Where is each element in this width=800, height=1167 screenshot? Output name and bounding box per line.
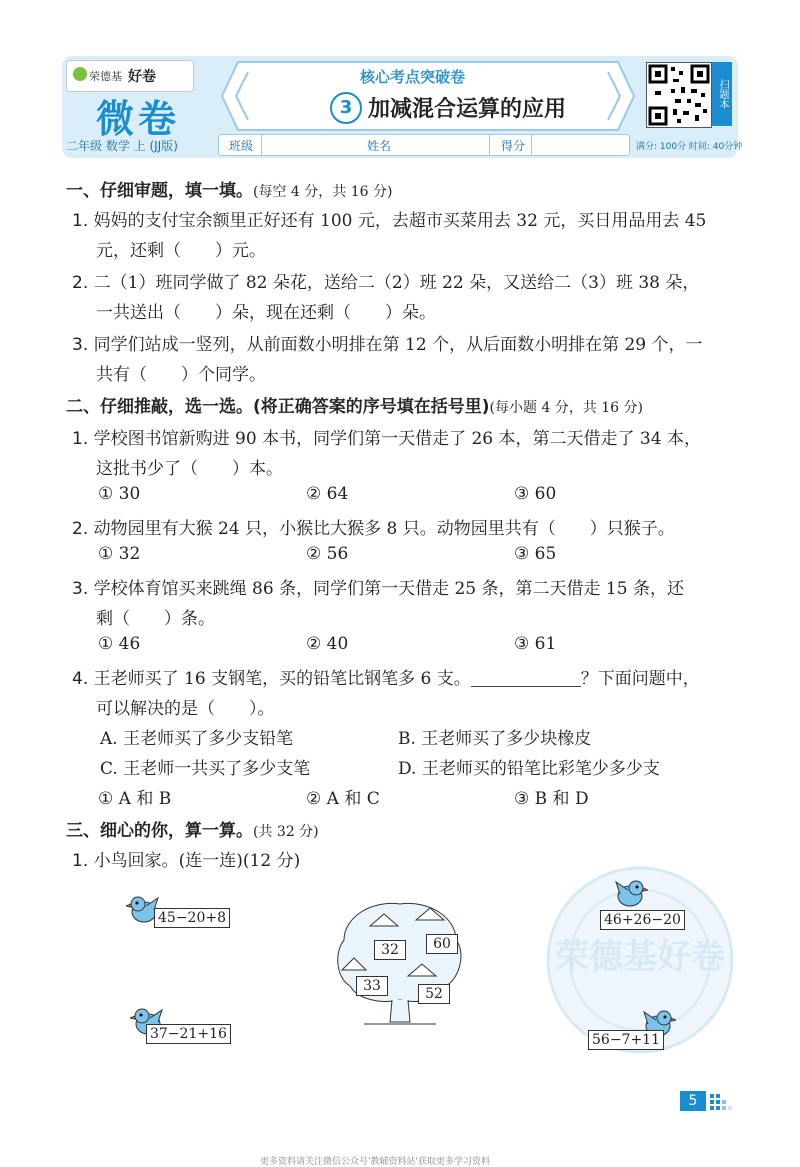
bird-expression-2[interactable]: 37−21+16 (146, 1024, 231, 1044)
section-1-title: 一、仔细审题，填一填。 (66, 181, 253, 201)
option-3: ③ 65 (514, 544, 557, 564)
qr-side-label: 扫题本 (712, 62, 732, 126)
name-label: 姓名 (367, 139, 392, 153)
question-s1-q3 (72, 330, 703, 355)
question-text: 学校体育馆买来跳绳 86 条，同学们第一天借走 25 条，第二天借走 15 条，还 (93, 579, 684, 599)
brand-name: 荣德基 (89, 70, 122, 83)
question-number: 1. (72, 851, 89, 871)
question-s2-q4 (72, 664, 700, 689)
brand-series: 好卷 (128, 69, 156, 85)
bird-expression-3[interactable]: 46+26−20 (600, 910, 685, 930)
section-1-heading (66, 176, 392, 201)
question-s2-q3-cont: 剩（ ）条。 (96, 609, 215, 629)
section-1-note: (每空 4 分，共 16 分) (253, 184, 393, 200)
watermark-text: 荣德基好卷 (555, 937, 725, 977)
question-number: 3. (72, 579, 89, 599)
birdhouse-3[interactable]: 33 (356, 976, 388, 996)
exam-subtitle: 核心考点突破卷 (360, 68, 466, 86)
section-3-note: (共 32 分) (253, 824, 319, 840)
question-text: 动物园里有大猴 24 只，小猴比大猴多 8 只。动物园里共有（ ）只猴子。 (93, 519, 675, 539)
footer-note: 更多资料请关注微信公众号'教辅资料站'获取更多学习资料 (260, 1157, 490, 1167)
section-2-heading (66, 392, 643, 417)
section-2-note: (每小题 4 分，共 16 分) (489, 400, 643, 416)
question-text: 妈妈的支付宝余额里正好还有 100 元，去超市买菜用去 32 元，买日用品用去 45 (93, 211, 707, 231)
bird-expression-4[interactable]: 56−7+11 (588, 1030, 664, 1050)
option-2: ② 64 (306, 484, 349, 504)
section-2-title: 二、仔细推敲，选一选。(将正确答案的序号填在括号里) (66, 397, 490, 417)
question-number: 1. (72, 429, 89, 449)
page-title: 加减混合运算的应用 (368, 97, 567, 122)
option-2: ② 40 (306, 634, 349, 654)
question-number: 4. (72, 669, 89, 689)
unit-number: 3 (330, 92, 362, 124)
class-label: 班级 (229, 139, 254, 153)
choice-c: C. 王老师一共买了多少支笔 (100, 759, 311, 779)
qr-code-icon[interactable] (646, 62, 712, 128)
section-3-heading (66, 816, 319, 841)
question-text-cont: ？下面问题中， (580, 669, 700, 689)
answer-blank[interactable] (471, 670, 581, 687)
option-2: ② 56 (306, 544, 349, 564)
section-3-title: 三、细心的你，算一算。 (66, 821, 253, 841)
question-s2-q3 (72, 574, 684, 599)
question-s1-q1-cont: 元，还剩（ ）元。 (96, 241, 266, 261)
question-s2-q1 (72, 424, 701, 449)
question-s1-q2 (72, 268, 699, 293)
birdhouse-1[interactable]: 32 (374, 940, 406, 960)
birdhouse-2[interactable]: 60 (426, 934, 458, 954)
question-text: 小鸟回家。(连一连)(12 分) (93, 851, 301, 871)
series-name: 微卷 (96, 97, 181, 141)
question-text: 同学们站成一竖列，从前面数小明排在第 12 个，从后面数小明排在第 29 个，一 (93, 335, 703, 355)
option-2: ② A 和 C (306, 789, 380, 809)
birdhouse-4[interactable]: 52 (418, 984, 450, 1004)
question-s2-q1-cont: 这批书少了（ ）本。 (96, 459, 283, 479)
question-number: 2. (72, 519, 89, 539)
question-text: 学校图书馆新购进 90 本书，同学们第一天借走了 26 本，第二天借走了 34 本， (93, 429, 701, 449)
option-3: ③ 60 (514, 484, 557, 504)
question-number: 3. (72, 335, 89, 355)
option-1: ① 30 (98, 484, 141, 504)
tree-icon (330, 896, 470, 1028)
question-s2-q4-cont: 可以解决的是（ ）。 (96, 699, 275, 719)
question-text: 王老师买了 16 支钢笔，买的铅笔比钢笔多 6 支。 (93, 669, 471, 689)
question-s1-q3-cont: 共有（ ）个同学。 (96, 365, 266, 385)
question-s1-q1 (72, 206, 706, 231)
choice-b: B. 王老师买了多少块橡皮 (398, 729, 592, 749)
choice-a: A. 王老师买了多少支铅笔 (100, 729, 294, 749)
option-1: ① A 和 B (98, 789, 172, 809)
option-3: ③ 61 (514, 634, 557, 654)
page-number: 5 (680, 1091, 706, 1111)
student-info-row (218, 134, 630, 156)
option-1: ① 46 (98, 634, 141, 654)
bird-icon (612, 876, 648, 912)
question-text: 二（1）班同学做了 82 朵花，送给二（2）班 22 朵，又送给二（3）班 38 朵， (93, 273, 700, 293)
question-s3-q1 (72, 846, 300, 871)
bird-expression-1[interactable]: 45−20+8 (154, 908, 230, 928)
score-meta: 满分: 100分 时间: 40分钟 (636, 142, 743, 152)
question-s2-q2 (72, 514, 675, 539)
choice-d: D. 王老师买的铅笔比彩笔少多少支 (398, 759, 660, 779)
flower-icon (73, 67, 87, 81)
option-3: ③ B 和 D (514, 789, 589, 809)
score-label: 得分 (501, 139, 526, 153)
page-dots-icon (710, 1092, 740, 1112)
grade-info: 二年级 数学 上 (JJ版) (66, 139, 178, 153)
question-s1-q2-cont: 一共送出（ ）朵，现在还剩（ ）朵。 (96, 303, 436, 323)
option-1: ① 32 (98, 544, 141, 564)
question-number: 2. (72, 273, 89, 293)
question-number: 1. (72, 211, 89, 231)
